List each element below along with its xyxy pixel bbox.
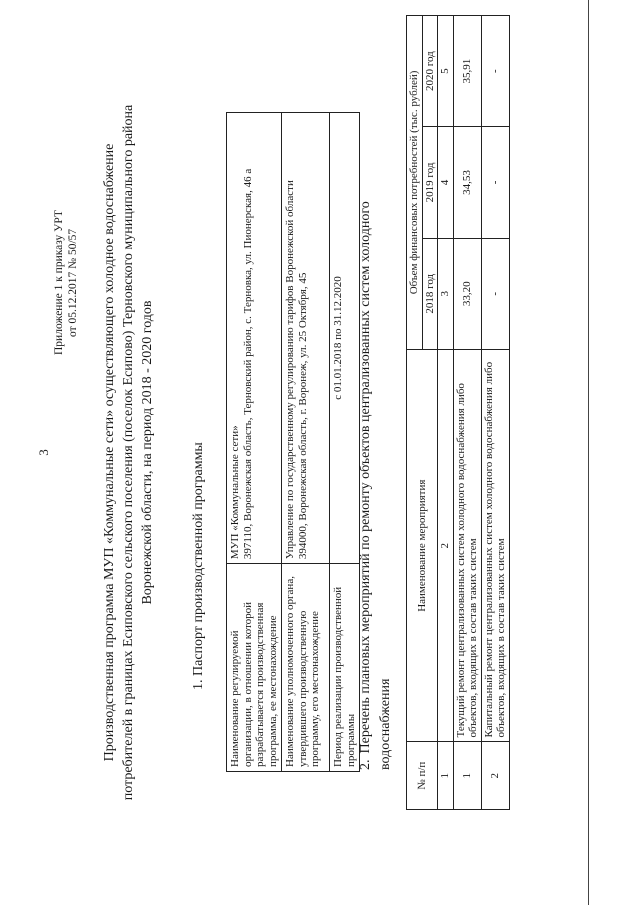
col-number: 1	[438, 742, 454, 810]
document-title	[100, 40, 157, 865]
table-row	[481, 16, 509, 810]
passport-value-line: Управление по государственному регулированию тарифов Воронежской области	[284, 180, 296, 560]
header-row	[407, 16, 423, 810]
header-name: Наименование мероприятия	[407, 349, 438, 742]
header-year-2018: 2018 год	[422, 238, 438, 349]
row-name: Капитальный ремонт централизованных систем холодного водоснабжения либо объектов, входящих в состав таких систем	[481, 349, 509, 742]
table-row	[453, 16, 481, 810]
header-year-2019: 2019 год	[422, 127, 438, 238]
section-1-heading: 1. Паспорт производственной программы	[191, 442, 206, 690]
measures-table	[406, 15, 510, 810]
section-2-heading	[356, 110, 396, 770]
passport-value	[227, 113, 282, 564]
passport-value-line: 394000, Воронежская область, г. Воронеж, ул. 25 Октября, 45	[296, 272, 309, 560]
passport-row	[282, 113, 330, 772]
passport-label: Наименование уполномоченного органа, утвердившего производственную программу, его местонахождение	[282, 564, 330, 772]
appendix-line-2: от 05.12.2017 № 50/57	[67, 228, 79, 337]
row-name: Текущий ремонт централизованных систем холодного водоснабжения либо объектов, входящих в состав таких систем	[453, 349, 481, 742]
column-number-row	[438, 16, 454, 810]
row-value-2020: -	[481, 16, 509, 127]
row-value-2019: -	[481, 127, 509, 238]
passport-label: Наименование регулируемой организации, в отношении которой разрабатывается производственная программа, ее местонахождение	[227, 564, 282, 772]
row-no: 1	[453, 742, 481, 810]
section-2-title: Перечень плановых мероприятий по ремонту объектов централизованных систем холодного водоснабжения	[358, 201, 393, 770]
passport-row	[227, 113, 282, 772]
passport-row	[330, 113, 360, 772]
title-line-1: Производственная программа МУП «Коммунальные сети» осуществляющего холодное водоснабжение	[102, 143, 117, 762]
title-line-2: потребителей в границах Есиповского сельского поселения (поселок Есипово) Терновского муниципального района	[121, 104, 136, 801]
col-number: 2	[438, 349, 454, 742]
col-number: 5	[438, 16, 454, 127]
page-number: 3	[36, 449, 51, 456]
row-no: 2	[481, 742, 509, 810]
section-2-number: 2.	[358, 759, 373, 770]
row-value-2020: 35,91	[453, 16, 481, 127]
appendix-line-1: Приложение 1 к приказу УРТ	[53, 210, 65, 355]
header-no: № п/п	[407, 742, 438, 810]
passport-value-line: 397110, Воронежская область, Терновский район, с. Терновка, ул. Пионерская, 46 а	[241, 168, 254, 560]
passport-value: с 01.01.2018 по 31.12.2020	[330, 113, 360, 564]
col-number: 4	[438, 127, 454, 238]
passport-value-line: МУП «Коммунальные сети»	[229, 425, 241, 560]
row-value-2019: 34,53	[453, 127, 481, 238]
row-value-2018: 33,20	[453, 238, 481, 349]
appendix-note	[52, 95, 80, 355]
header-year-2020: 2020 год	[422, 16, 438, 127]
header-volume: Объем финансовых потребностей (тыс. рублей)	[407, 16, 423, 350]
passport-value	[282, 113, 330, 564]
passport-table	[226, 112, 360, 772]
row-value-2018: -	[481, 238, 509, 349]
title-line-3: Воронежской области, на период 2018 - 2020 годов	[140, 300, 155, 605]
passport-label: Период реализации производственной программы	[330, 564, 360, 772]
col-number: 3	[438, 238, 454, 349]
bottom-divider	[588, 0, 589, 905]
